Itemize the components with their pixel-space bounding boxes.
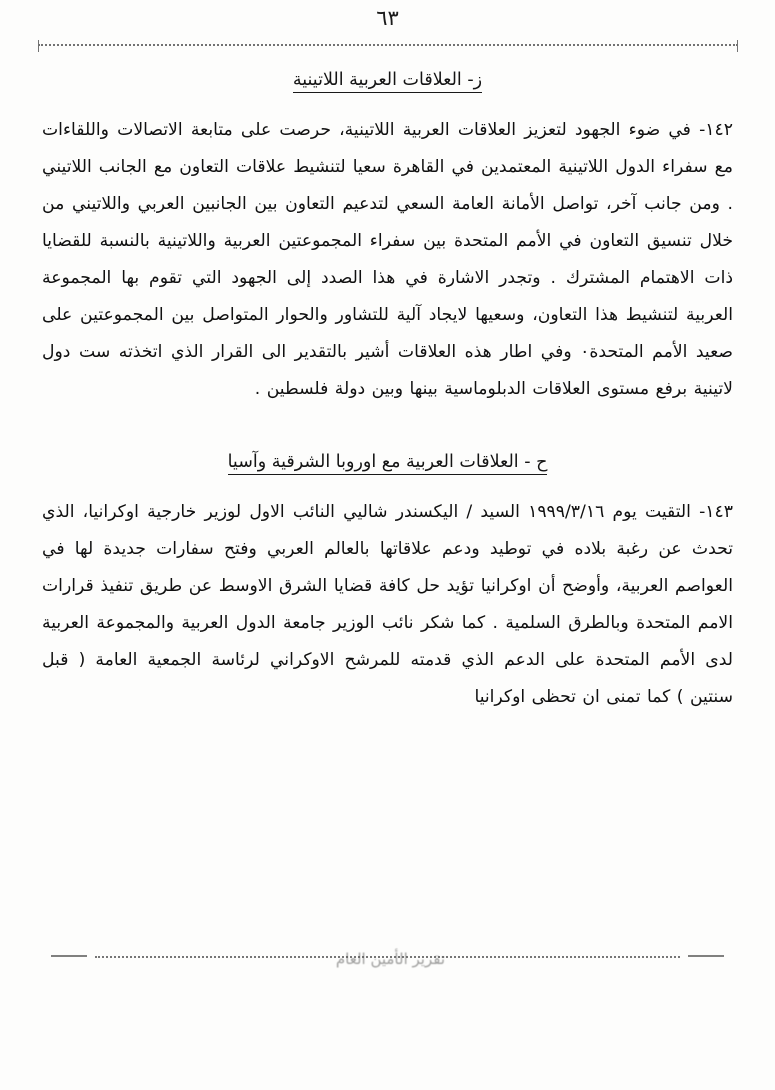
page-content bbox=[42, 62, 733, 716]
paragraph-143-body: التقيت يوم ١٩٩٩/٣/١٦ السيد / اليكسندر شاليي النائب الاول لوزير خارجية اوكرانيا، الذي تحدث عن رغبة بلاده في توطيد ودعم علاقاتها بالعالم العربي وفتح سفارات جديدة لها في العواصم العربية، وأوضح أن اوكرانيا تؤيد حل كافة قضايا الشرق الاوسط عن طريق تنفيذ قرارات الامم المتحدة وبالطرق السلمية . كما شكر نائب الوزير جامعة الدول العربية والمجموعة العربية لدى الأمم المتحدة على الدعم الذي قدمته للمرشح الاوكراني لرئاسة الجمعية العامة ( قبل سنتين ) كما تمنى ان تحظى اوكرانيا bbox=[42, 502, 733, 707]
section-heading-2-text: ح - العلاقات العربية مع اوروبا الشرقية وآسيا bbox=[228, 452, 548, 475]
footer-divider-dash-right bbox=[688, 955, 724, 957]
footer-divider bbox=[95, 950, 680, 964]
paragraph-143-number: ١٤٣- bbox=[699, 502, 733, 522]
header-divider bbox=[38, 44, 738, 48]
paragraph-142-body: في ضوء الجهود لتعزيز العلاقات العربية اللاتينية، حرصت على متابعة الاتصالات واللقاءات مع سفراء الدول اللاتينية المعتمدين في القاهرة سعيا لتنشيط علاقات التعاون مع الجانب اللاتيني . ومن جانب آخر، تواصل الأمانة العامة السعي لتدعيم التعاون بين الجانبين العربي واللاتيني من خلال تنسيق التعاون في الأمم المتحدة بين سفراء المجموعتين العربية واللاتينية بالنسبة للقضايا ذات الاهتمام المشترك . وتجدر الاشارة في هذا الصدد إلى الجهود التي تقوم بها المجموعة العربية لتنشيط هذا التعاون، وسعيها لايجاد آلية للتشاور والحوار المتواصل بين المجموعتين على صعيد الأمم المتحدة٠ وفي اطار هذه العلاقات أشير بالتقدير الى القرار الذي اتخذته ست دول لاتينية برفع مستوى العلاقات الدبلوماسية بينها وبين دولة فلسطين . bbox=[42, 120, 734, 399]
section-heading-1 bbox=[42, 70, 733, 90]
section-heading-2 bbox=[42, 452, 733, 472]
section-heading-1-text: ز- العلاقات العربية اللاتينية bbox=[293, 70, 482, 93]
paragraph-142-number: ١٤٢- bbox=[699, 120, 733, 140]
footer-ornament-text: تقرير الأمين العام bbox=[335, 950, 445, 968]
page-number: ٦٣ bbox=[376, 6, 399, 30]
footer-divider-dots bbox=[95, 956, 680, 958]
footer-divider-dash-left bbox=[51, 955, 87, 957]
paragraph-143 bbox=[42, 494, 733, 716]
paragraph-142 bbox=[42, 112, 733, 408]
